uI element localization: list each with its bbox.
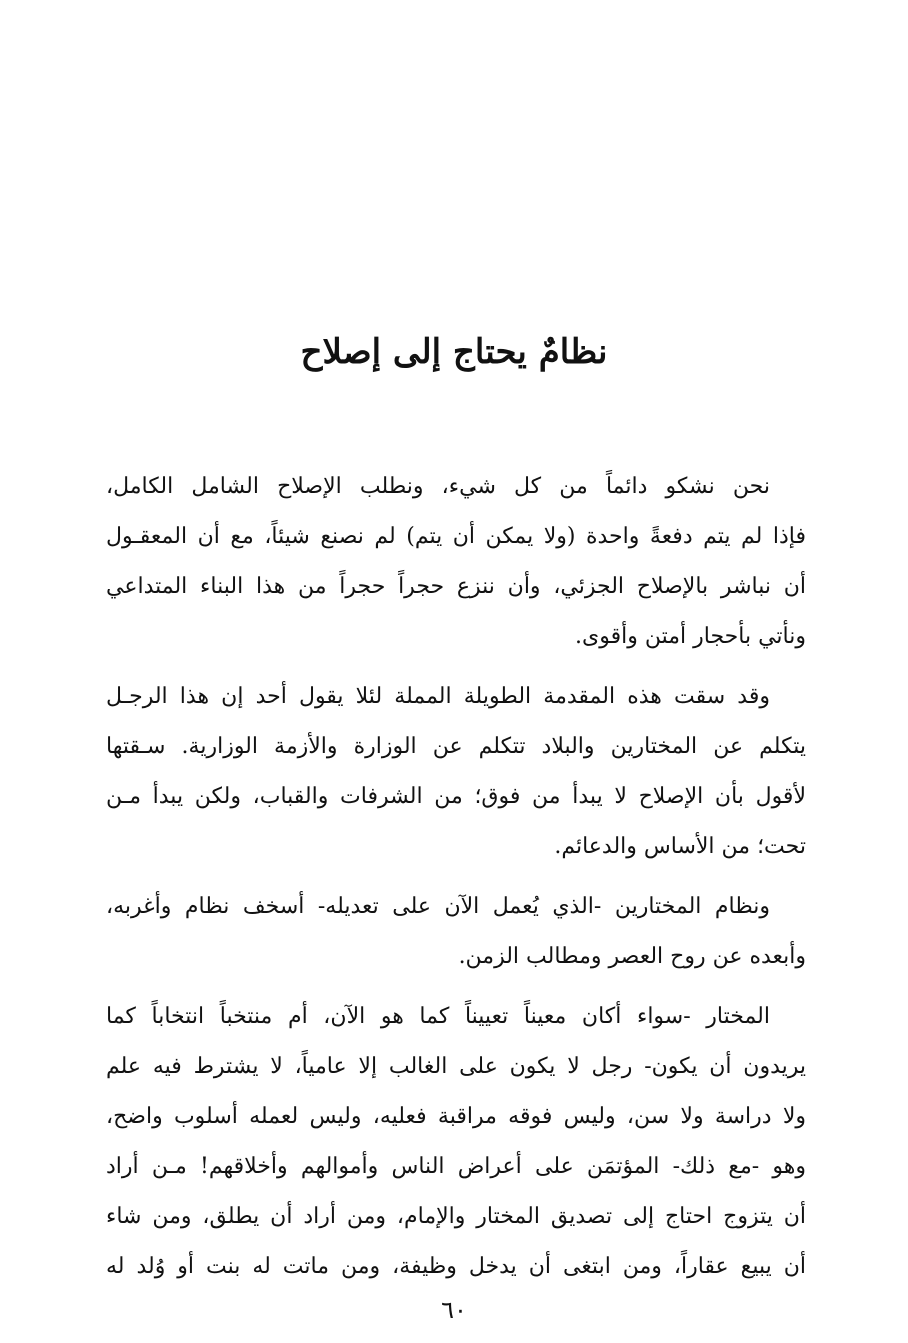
text-line: أن نباشر بالإصلاح الجزئي، وأن ننزع حجراً حجراً من هذا البناء المتداعي <box>106 574 806 599</box>
body-text <box>106 462 806 1302</box>
text-line: ونأتي بأحجار أمتن وأقوى. <box>575 624 806 649</box>
text-line: أن يتزوج احتاج إلى تصديق المختار والإمام، ومن أراد أن يطلق، ومن شاء <box>106 1204 806 1229</box>
page-number: ٦٠ <box>441 1296 467 1324</box>
paragraph-4 <box>106 992 806 1292</box>
text-line: يتكلم عن المختارين والبلاد تتكلم عن الوزارة والأزمة الوزارية. سـقتها <box>106 734 806 759</box>
paragraph-3 <box>106 882 806 982</box>
paragraph-1 <box>106 462 806 662</box>
text-line: وأبعده عن روح العصر ومطالب الزمن. <box>458 944 806 969</box>
text-line: تحت؛ من الأساس والدعائم. <box>554 834 806 859</box>
text-line: وهو -مع ذلك- المؤتمَن على أعراض الناس وأموالهم وأخلاقهم! مـن أراد <box>106 1154 806 1179</box>
text-line: المختار -سواء أكان معيناً تعييناً كما هو الآن، أم منتخباً انتخاباً كما <box>106 1004 770 1029</box>
text-line: ونظام المختارين -الذي يُعمل الآن على تعديله- أسخف نظام وأغربه، <box>106 894 770 919</box>
chapter-title: نظامٌ يحتاج إلى إصلاح <box>300 332 608 372</box>
paragraph-2 <box>106 672 806 872</box>
text-line: لأقول بأن الإصلاح لا يبدأ من فوق؛ من الشرفات والقباب، ولكن يبدأ مـن <box>106 784 806 809</box>
text-line: نحن نشكو دائماً من كل شيء، ونطلب الإصلاح الشامل الكامل، <box>106 474 770 499</box>
text-line: يريدون أن يكون- رجل لا يكون على الغالب إلا عامياً، لا يشترط فيه علم <box>106 1054 806 1079</box>
text-line: فإذا لم يتم دفعةً واحدة (ولا يمكن أن يتم) لم نصنع شيئاً، مع أن المعقـول <box>106 524 806 549</box>
text-line: ولا دراسة ولا سن، وليس فوقه مراقبة فعليه، وليس لعمله أسلوب واضح، <box>106 1104 806 1129</box>
text-line: أن يبيع عقاراً، ومن ابتغى أن يدخل وظيفة، ومن ماتت له بنت أو وُلد له <box>106 1254 806 1279</box>
text-line: وقد سقت هذه المقدمة الطويلة المملة لئلا يقول أحد إن هذا الرجـل <box>106 684 770 709</box>
